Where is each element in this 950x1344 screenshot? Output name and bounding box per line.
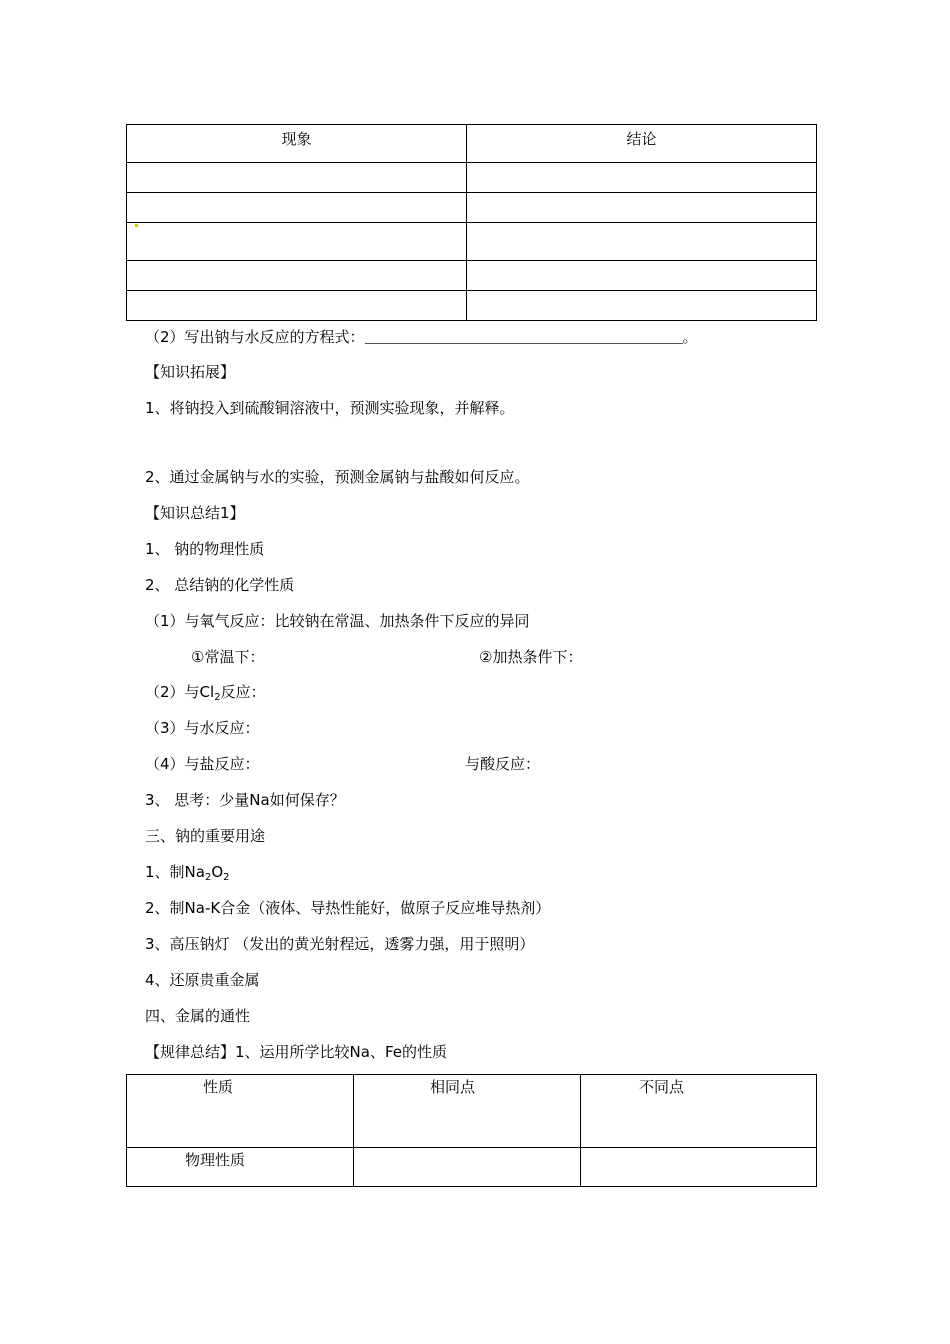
table-cell bbox=[467, 261, 817, 291]
uses-item-2: 2、制Na-K合金（液体、导热性能好，做原子反应堆导热剂） bbox=[145, 899, 551, 917]
table-row bbox=[127, 261, 817, 291]
header-property: 性质 bbox=[127, 1075, 354, 1148]
table-cell bbox=[581, 1148, 817, 1187]
table-cell bbox=[467, 163, 817, 193]
summary-room-temp: ①常温下： bbox=[191, 648, 265, 666]
summary-title: 【知识总结1】 bbox=[145, 504, 245, 522]
summary-heating: ②加热条件下： bbox=[479, 648, 583, 666]
na2o2-mid: O bbox=[211, 863, 224, 881]
observation-table bbox=[126, 124, 817, 321]
table-cell bbox=[127, 261, 467, 291]
uses-item-1 bbox=[145, 862, 230, 888]
header-conclusion: 结论 bbox=[467, 125, 817, 163]
general-title: 四、金属的通性 bbox=[145, 1007, 251, 1025]
expand-title: 【知识拓展】 bbox=[145, 363, 236, 381]
summary-oxygen: （1）与氧气反应：比较钠在常温、加热条件下反应的异同 bbox=[145, 612, 530, 630]
rule-summary: 【规律总结】1、运用所学比较Na、Fe的性质 bbox=[145, 1043, 447, 1061]
summary-chemical: 2、 总结钠的化学性质 bbox=[145, 576, 295, 594]
summary-acid: 与酸反应： bbox=[465, 755, 541, 773]
comparison-table bbox=[126, 1074, 817, 1187]
header-difference: 不同点 bbox=[581, 1075, 817, 1148]
na2o2-sub1: 2 bbox=[204, 872, 212, 883]
equation-question-text: （2）写出钠与水反应的方程式： bbox=[145, 328, 365, 346]
table-row bbox=[127, 1148, 817, 1187]
table-header-row bbox=[127, 125, 817, 163]
uses-item-3: 3、高压钠灯 （发出的黄光射程远，透雾力强，用于照明） bbox=[145, 935, 535, 953]
uses-title: 三、钠的重要用途 bbox=[145, 827, 266, 845]
expand-item-2: 2、通过金属钠与水的实验，预测金属钠与盐酸如何反应。 bbox=[145, 468, 530, 486]
table-cell bbox=[127, 193, 467, 223]
na2o2-sub2: 2 bbox=[223, 872, 230, 883]
header-phenomenon: 现象 bbox=[127, 125, 467, 163]
summary-chlorine bbox=[145, 682, 266, 708]
chlorine-sub: 2 bbox=[214, 692, 221, 703]
chlorine-pre: （2）与Cl bbox=[145, 683, 215, 701]
answer-blank[interactable] bbox=[365, 329, 683, 344]
header-similarity: 相同点 bbox=[354, 1075, 581, 1148]
chlorine-post: 反应： bbox=[220, 683, 266, 701]
table-cell: 物理性质 bbox=[127, 1148, 354, 1187]
table-cell bbox=[127, 223, 467, 261]
table-cell bbox=[467, 291, 817, 321]
expand-item-1: 1、将钠投入到硫酸铜溶液中，预测实验现象，并解释。 bbox=[145, 399, 515, 417]
table-row bbox=[127, 163, 817, 193]
equation-question bbox=[145, 327, 698, 347]
summary-physical: 1、 钠的物理性质 bbox=[145, 540, 265, 558]
table-cell bbox=[354, 1148, 581, 1187]
uses-item-4: 4、还原贵重金属 bbox=[145, 971, 260, 989]
summary-water: （3）与水反应： bbox=[145, 719, 260, 737]
table-row bbox=[127, 223, 817, 261]
table-row bbox=[127, 193, 817, 223]
mark-dot bbox=[135, 224, 138, 227]
summary-think: 3、 思考：少量Na如何保存？ bbox=[145, 791, 345, 809]
table-cell bbox=[127, 163, 467, 193]
table-cell bbox=[127, 291, 467, 321]
table-cell bbox=[467, 193, 817, 223]
table-row bbox=[127, 291, 817, 321]
equation-question-end: 。 bbox=[682, 328, 698, 346]
table-header-row bbox=[127, 1075, 817, 1148]
na2o2-pre: 1、制Na bbox=[145, 863, 205, 881]
summary-salt: （4）与盐反应： bbox=[145, 755, 260, 773]
table-cell bbox=[467, 223, 817, 261]
